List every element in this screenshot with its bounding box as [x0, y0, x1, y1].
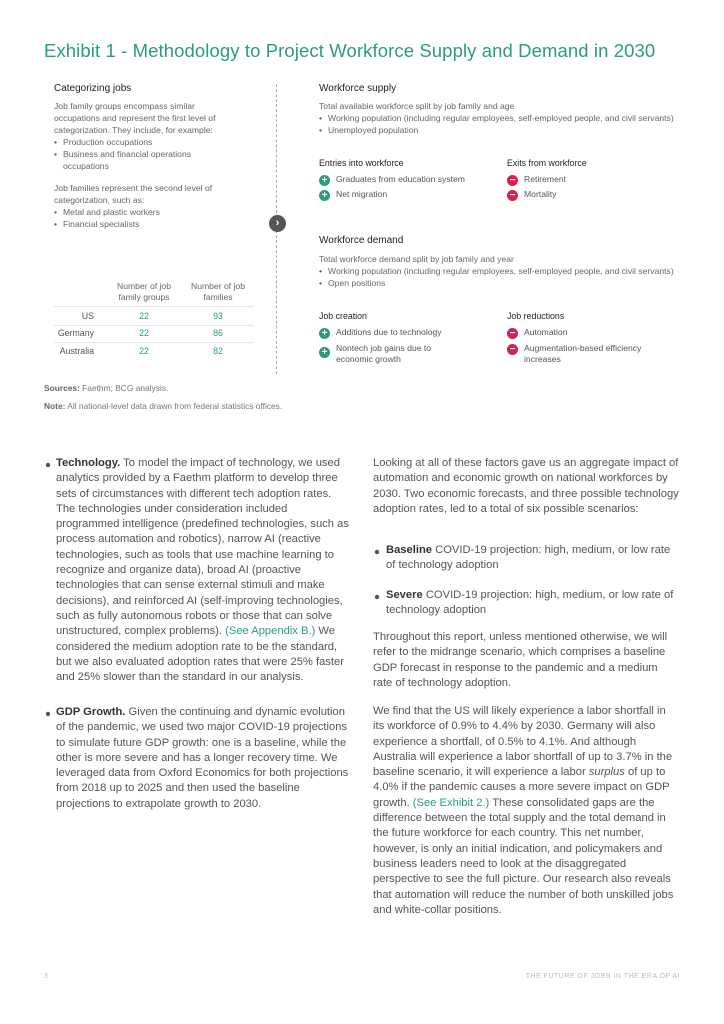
- sources-text: Faethm; BCG analysis.: [82, 383, 169, 393]
- exit-item: [507, 174, 677, 186]
- table-divider: [54, 306, 254, 307]
- reduction-label: Augmentation-based efficiency increases: [524, 343, 642, 364]
- minus-icon: −: [507, 328, 518, 339]
- demand-heading: Workforce demand: [319, 235, 404, 246]
- exit-item: [507, 189, 677, 201]
- categorizing-block: [54, 100, 234, 230]
- family-item: • Financial specialists: [54, 218, 234, 230]
- technology-text-2: We considered the medium adoption rate to be the standard, but we also evaluated adoption rates that were 25% faster and 25% slower than the standard in our analysis.: [56, 625, 344, 684]
- supply-bullet: • Working population (including regular employees, self-employed people, and civil servants): [319, 112, 679, 124]
- creation-label: Additions due to technology: [336, 327, 442, 337]
- table-value: 82: [213, 346, 223, 356]
- group-item: • Business and financial operations occupations: [54, 148, 234, 172]
- gdp-lead: GDP Growth.: [56, 706, 126, 718]
- note-label: Note:: [44, 401, 66, 411]
- creation-item: [319, 343, 469, 365]
- supply-bullet: • Unemployed population: [319, 124, 679, 136]
- table-value: 22: [139, 328, 149, 338]
- findings-text: These consolidated gaps are the difference between the total supply and the total demand in the future workforce for each country. This net number, however, is only an initial indication, and policymakers and business leaders need to look at the disaggregated perspective to see the full picture. Our research also reveals that automation will reduce the number of both unskilled jobs and white-collar positions.: [373, 796, 674, 916]
- note-text: All national-level data drawn from federal statistics offices.: [67, 401, 283, 411]
- table-col-groups: Number of job family groups: [117, 281, 171, 302]
- creation-label: Nontech job gains due to economic growth: [336, 343, 432, 364]
- findings-text: We find that the US will likely experience a labor shortfall in its workforce of 0.9% to 4.4% by 2030. Germany will also experience a shortfall, of 0.5% to 4.1%. And although Australia will experience a labor shortfall of up to 3.7% in the baseline scenario, it will experience a labor: [373, 705, 673, 779]
- exit-label: Retirement: [524, 174, 567, 184]
- table-col-families: Number of job families: [191, 281, 245, 302]
- table-divider: [54, 325, 254, 326]
- entry-label: Net migration: [336, 189, 388, 199]
- reduction-item: [507, 327, 677, 339]
- table-value: 22: [139, 346, 149, 356]
- plus-icon: +: [319, 328, 330, 339]
- bullet-icon: [374, 594, 380, 600]
- plus-icon: +: [319, 347, 330, 358]
- entries-heading: Entries into workforce: [319, 158, 404, 168]
- arrow-right-icon: ›: [269, 215, 286, 232]
- findings-paragraph: [373, 704, 679, 918]
- exit-label: Mortality: [524, 189, 557, 199]
- note-line: [44, 401, 282, 411]
- minus-icon: −: [507, 190, 518, 201]
- exits-heading: Exits from workforce: [507, 158, 587, 168]
- table-country: Germany: [57, 328, 94, 338]
- bullet-icon: [45, 462, 51, 468]
- family-item: • Metal and plastic workers: [54, 206, 234, 218]
- page-title: Exhibit 1 - Methodology to Project Workforce Supply and Demand in 2030: [44, 40, 656, 61]
- technology-lead: Technology.: [56, 457, 121, 469]
- demand-bullet: • Working population (including regular employees, self-employed people, and civil servants): [319, 265, 679, 277]
- surplus-emphasis: surplus: [588, 766, 625, 779]
- technology-paragraph: [56, 456, 351, 685]
- creation-item: [319, 327, 499, 339]
- gdp-paragraph: [56, 705, 351, 812]
- creation-heading: Job creation: [319, 311, 367, 321]
- minus-icon: −: [507, 175, 518, 186]
- midrange-paragraph: Throughout this report, unless mentioned otherwise, we will refer to the midrange scenario, which comprises a baseline GDP forecast in response to the pandemic and a medium rate of technology adoption.: [373, 631, 668, 689]
- sources-label: Sources:: [44, 383, 80, 393]
- gdp-text: Given the continuing and dynamic evolution of the pandemic, we used two major COVID-19 projections to simulate future GDP growth: one is a baseline, while the other is more severe and has a longer recovery time. We leveraged data from Oxford Economics for both projections from 2018 up to 2025 and then used the baseline projections to extrapolate growth to 2030.: [56, 706, 349, 810]
- sources-line: [44, 383, 168, 393]
- baseline-scenario: [386, 543, 678, 574]
- baseline-lead: Baseline: [386, 544, 433, 556]
- baseline-text: COVID-19 projection: high, medium, or low rate of technology adoption: [386, 544, 671, 572]
- table-value: 22: [139, 311, 149, 321]
- bullet-icon: [45, 711, 51, 717]
- table-country: US: [81, 311, 94, 321]
- reduction-label: Automation: [524, 327, 568, 337]
- exhibit-2-link[interactable]: (See Exhibit 2.): [412, 796, 490, 809]
- footer-title: THE FUTURE OF JOBS IN THE ERA OF AI: [525, 973, 680, 980]
- table-divider: [54, 342, 254, 343]
- severe-lead: Severe: [386, 589, 423, 601]
- severe-scenario: [386, 588, 678, 619]
- findings-text: of up to 4.0% if the pandemic causes a more severe impact on GDP growth.: [373, 766, 670, 809]
- table-value: 93: [213, 311, 223, 321]
- technology-text: To model the impact of technology, we used analytics provided by a Faethm platform to develop three sets of circumstances with different tech adoption rates. The technologies under consideration included programmed intelligence (predefined technologies, such as process automation and robotics), narrow AI (reactive technologies, such as tools that use machine learning to recognize and organize data), broad AI (proactive technologies that can sense external stimuli and make decisions), and reinforced AI (self-improving technologies, such as fully autonomous robots or those that can solve unstructured, complex problems).: [56, 457, 349, 638]
- entry-label: Graduates from education system: [336, 174, 465, 184]
- entry-item: [319, 189, 499, 201]
- demand-block: [319, 253, 679, 289]
- families-intro: Job families represent the second level of categorization, such as:: [54, 183, 213, 205]
- plus-icon: +: [319, 190, 330, 201]
- supply-block: [319, 100, 679, 136]
- scenarios-intro: Looking at all of these factors gave us an aggregate impact of automation and economic growth on national workforces by 2030. Two economic forecasts, and three possible technology adoption rates, led to a total of six possible scenarios:: [373, 457, 679, 515]
- severe-text: COVID-19 projection: high, medium, or low rate of technology adoption: [386, 589, 674, 617]
- appendix-link[interactable]: (See Appendix B.): [225, 625, 316, 638]
- entry-item: [319, 174, 499, 186]
- reductions-heading: Job reductions: [507, 311, 565, 321]
- group-item: • Production occupations: [54, 136, 234, 148]
- categorizing-intro: Job family groups encompass similar occupations and represent the first level of categorization. They include, for example:: [54, 101, 216, 135]
- plus-icon: +: [319, 175, 330, 186]
- table-value: 86: [213, 328, 223, 338]
- demand-desc: Total workforce demand split by job family and year: [319, 254, 514, 264]
- minus-icon: −: [507, 344, 518, 355]
- supply-heading: Workforce supply: [319, 83, 397, 94]
- bullet-icon: [374, 549, 380, 555]
- categorizing-heading: Categorizing jobs: [54, 83, 132, 94]
- supply-desc: Total available workforce split by job family and age: [319, 101, 515, 111]
- page-number: 3: [44, 973, 49, 980]
- table-country: Australia: [59, 346, 94, 356]
- reduction-item: [507, 343, 667, 365]
- demand-bullet: • Open positions: [319, 277, 679, 289]
